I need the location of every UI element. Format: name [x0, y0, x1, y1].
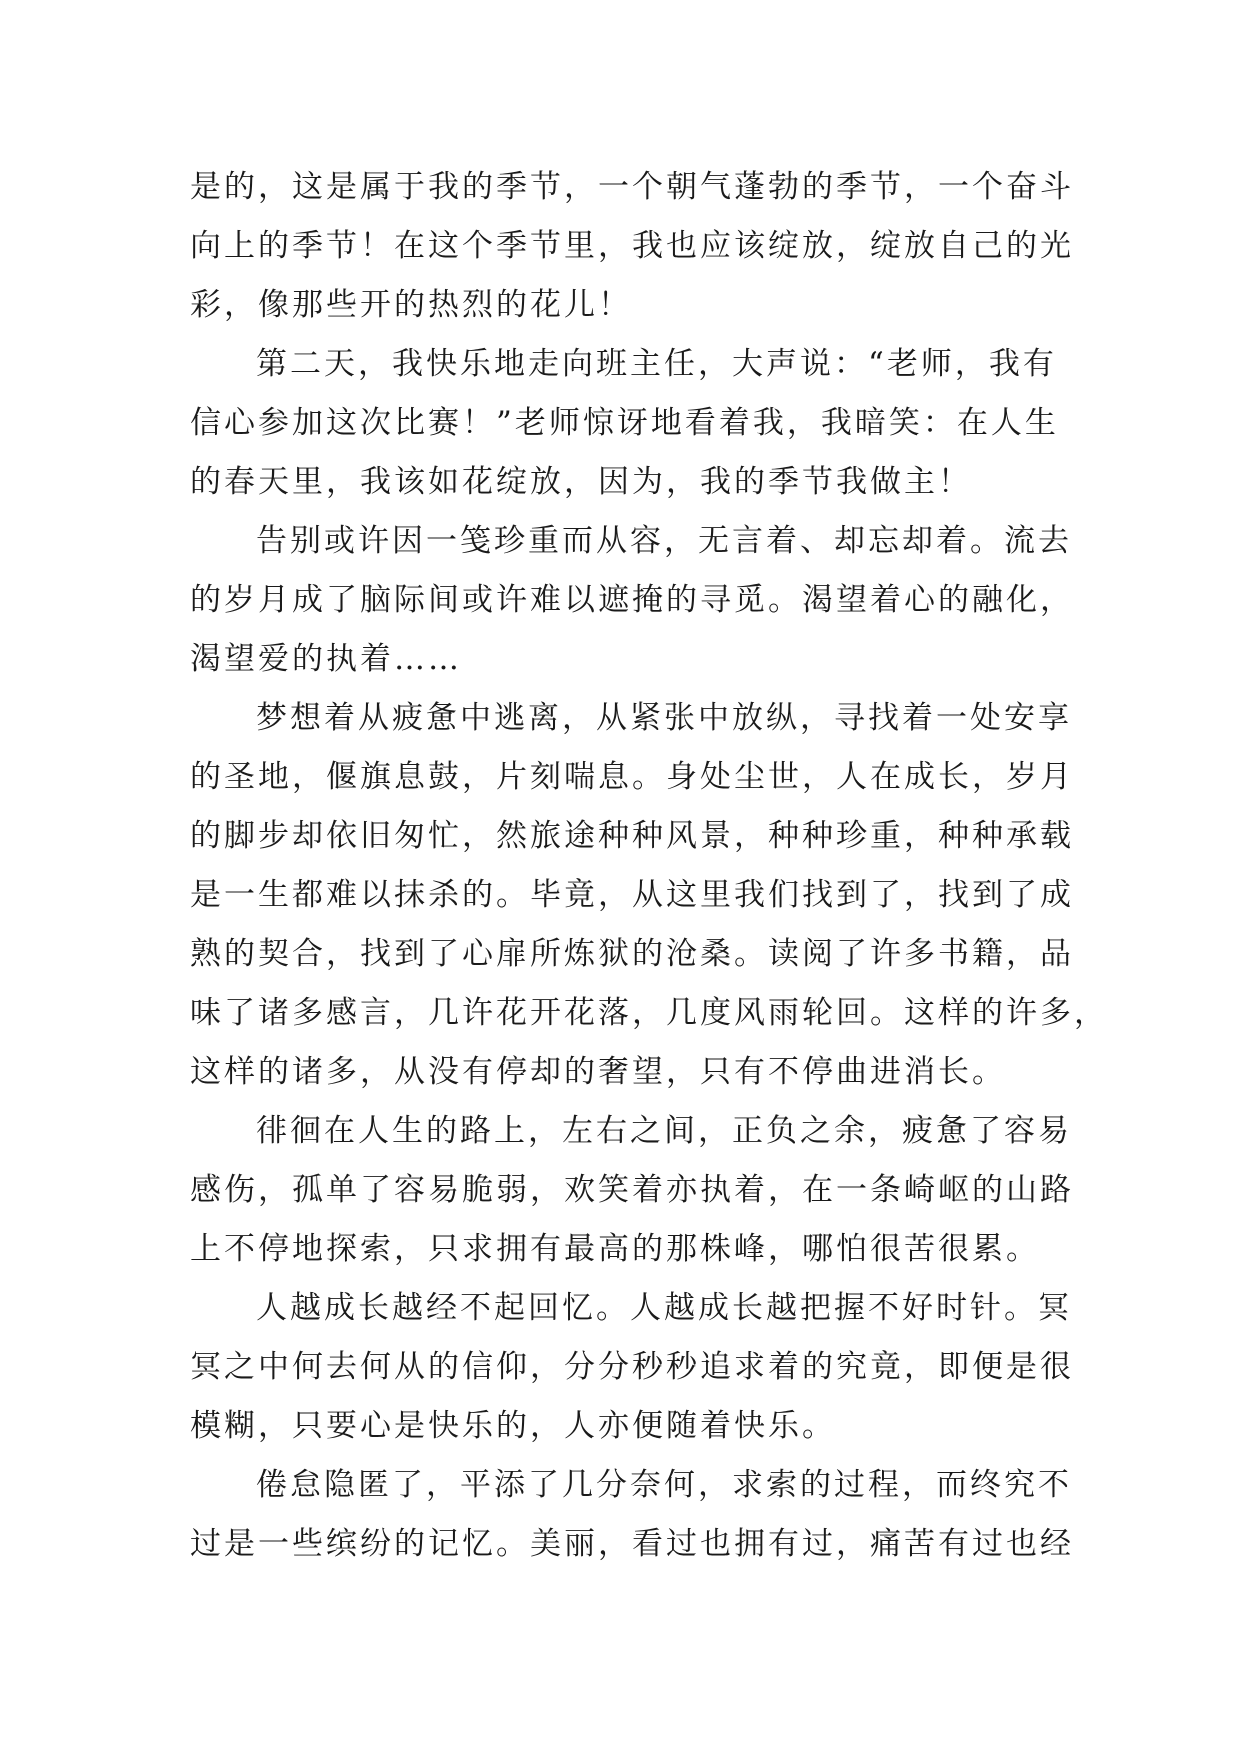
text-line: 上不停地探索，只求拥有最高的那株峰，哪怕很苦很累。 [190, 1231, 1040, 1267]
text-line: 渴望爱的执着…… [190, 641, 462, 677]
paragraph-first-line: 倦怠隐匿了，平添了几分奈何，求索的过程，而终究不 [256, 1467, 1072, 1503]
text-line: 的脚步却依旧匆忙，然旅途种种风景，种种珍重，种种承载 [190, 818, 1074, 854]
text-line: 是一生都难以抹杀的。毕竟，从这里我们找到了，找到了成 [190, 877, 1074, 913]
text-line: 感伤，孤单了容易脆弱，欢笑着亦执着，在一条崎岖的山路 [190, 1172, 1074, 1208]
text-line: 的圣地，偃旗息鼓，片刻喘息。身处尘世，人在成长，岁月 [190, 759, 1074, 795]
paragraph-first-line: 人越成长越经不起回忆。人越成长越把握不好时针。冥 [256, 1290, 1072, 1326]
text-line: 向上的季节！在这个季节里，我也应该绽放，绽放自己的光 [190, 228, 1074, 264]
text-line: 信心参加这次比赛！”老师惊讶地看着我，我暗笑：在人生 [190, 405, 1059, 441]
text-line: 的春天里，我该如花绽放，因为，我的季节我做主！ [190, 464, 972, 500]
text-line: 冥之中何去何从的信仰，分分秒秒追求着的究竟，即便是很 [190, 1349, 1074, 1385]
text-line: 味了诸多感言，几许花开花落，几度风雨轮回。这样的许多， [190, 995, 1108, 1031]
text-line: 是的，这是属于我的季节，一个朝气蓬勃的季节，一个奋斗 [190, 169, 1074, 205]
text-line: 这样的诸多，从没有停却的奢望，只有不停曲进消长。 [190, 1054, 1006, 1090]
text-line: 模糊，只要心是快乐的，人亦便随着快乐。 [190, 1408, 836, 1444]
text-line: 过是一些缤纷的记忆。美丽，看过也拥有过，痛苦有过也经 [190, 1526, 1074, 1562]
paragraph-first-line: 告别或许因一笺珍重而从容，无言着、却忘却着。流去 [256, 523, 1072, 559]
paragraph-first-line: 梦想着从疲惫中逃离，从紧张中放纵，寻找着一处安享 [256, 700, 1072, 736]
paragraph-first-line: 第二天，我快乐地走向班主任，大声说：“老师，我有 [256, 346, 1057, 382]
text-line: 熟的契合，找到了心扉所炼狱的沧桑。读阅了许多书籍，品 [190, 936, 1074, 972]
text-line: 彩，像那些开的热烈的花儿！ [190, 287, 632, 323]
text-line: 的岁月成了脑际间或许难以遮掩的寻觅。渴望着心的融化， [190, 582, 1074, 618]
document-body [190, 158, 1108, 1574]
paragraph-first-line: 徘徊在人生的路上，左右之间，正负之余，疲惫了容易 [256, 1113, 1072, 1149]
